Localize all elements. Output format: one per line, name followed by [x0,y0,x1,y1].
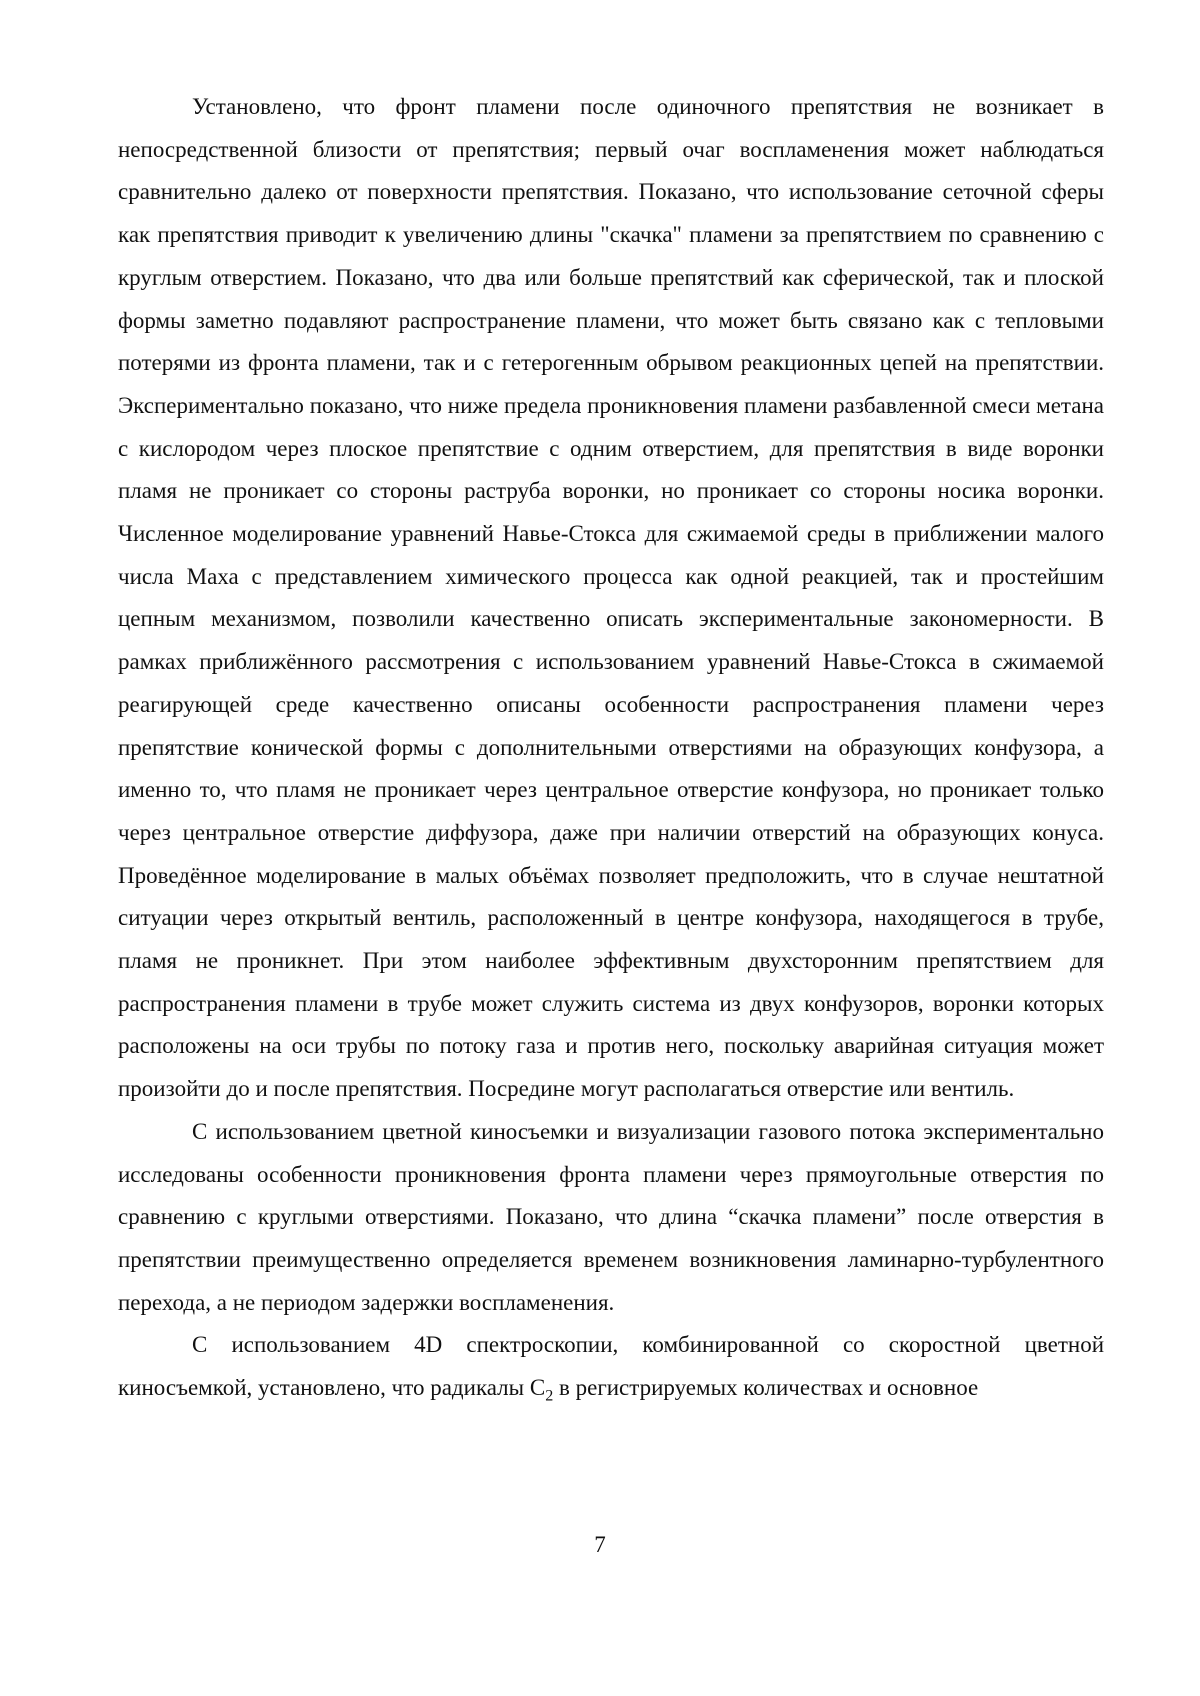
c2-subscript: 2 [545,1387,554,1405]
paragraph-3 [118,1324,1104,1409]
paragraph-3-text-before: С использованием 4D спектроскопии, комбинированной со скоростной цветной киносъемкой, установлено, что радикалы C [118,1332,1104,1401]
document-body [118,86,1104,1410]
paragraph-3-text-after: в регистрируемых количествах и основное [553,1375,979,1401]
paragraph-1: Установлено, что фронт пламени после одиночного препятствия не возникает в непосредственной близости от препятствия; первый очаг воспламенения может наблюдаться сравнительно далеко от поверхности препятствия. Показано, что использование сеточной сферы как препятствия приводит к увеличению длины "скачка" пламени за препятствием по сравнению с круглым отверстием. Показано, что два или больше препятствий как сферической, так и плоской формы заметно подавляют распространение пламени, что может быть связано как с тепловыми потерями из фронта пламени, так и с гетерогенным обрывом реакционных цепей на препятствии. Экспериментально показано, что ниже предела проникновения пламени разбавленной смеси метана с кислородом через плоское препятствие с одним отверстием, для препятствия в виде воронки пламя не проникает со стороны раструба воронки, но проникает со стороны носика воронки. Численное моделирование уравнений Навье-Стокса для сжимаемой среды в приближении малого числа Маха с представлением химического процесса как одной реакцией, так и простейшим цепным механизмом, позволили качественно описать экспериментальные закономерности. В рамках приближённого рассмотрения с использованием уравнений Навье-Стокса в сжимаемой реагирующей среде качественно описаны особенности распространения пламени через препятствие конической формы с дополнительными отверстиями на образующих конфузора, а именно то, что пламя не проникает через центральное отверстие конфузора, но проникает только через центральное отверстие диффузора, даже при наличии отверстий на образующих конуса. Проведённое моделирование в малых объёмах позволяет предположить, что в случае нештатной ситуации через открытый вентиль, расположенный в центре конфузора, находящегося в трубе, пламя не проникнет. При этом наиболее эффективным двухсторонним препятствием для распространения пламени в трубе может служить система из двух конфузоров, воронки которых расположены на оси трубы по потоку газа и против него, поскольку аварийная ситуация может произойти до и после препятствия. Посредине могут располагаться отверстие или вентиль. [118,94,1104,1102]
page-number: 7 [594,1532,606,1557]
paragraph-2: С использованием цветной киносъемки и визуализации газового потока экспериментально исследованы особенности проникновения фронта пламени через прямоугольные отверстия по сравнению с круглыми отверстиями. Показано, что длина “скачка пламени” после отверстия в препятствии преимущественно определяется временем возникновения ламинарно-турбулентного перехода, а не периодом задержки воспламенения. [118,1118,1104,1315]
